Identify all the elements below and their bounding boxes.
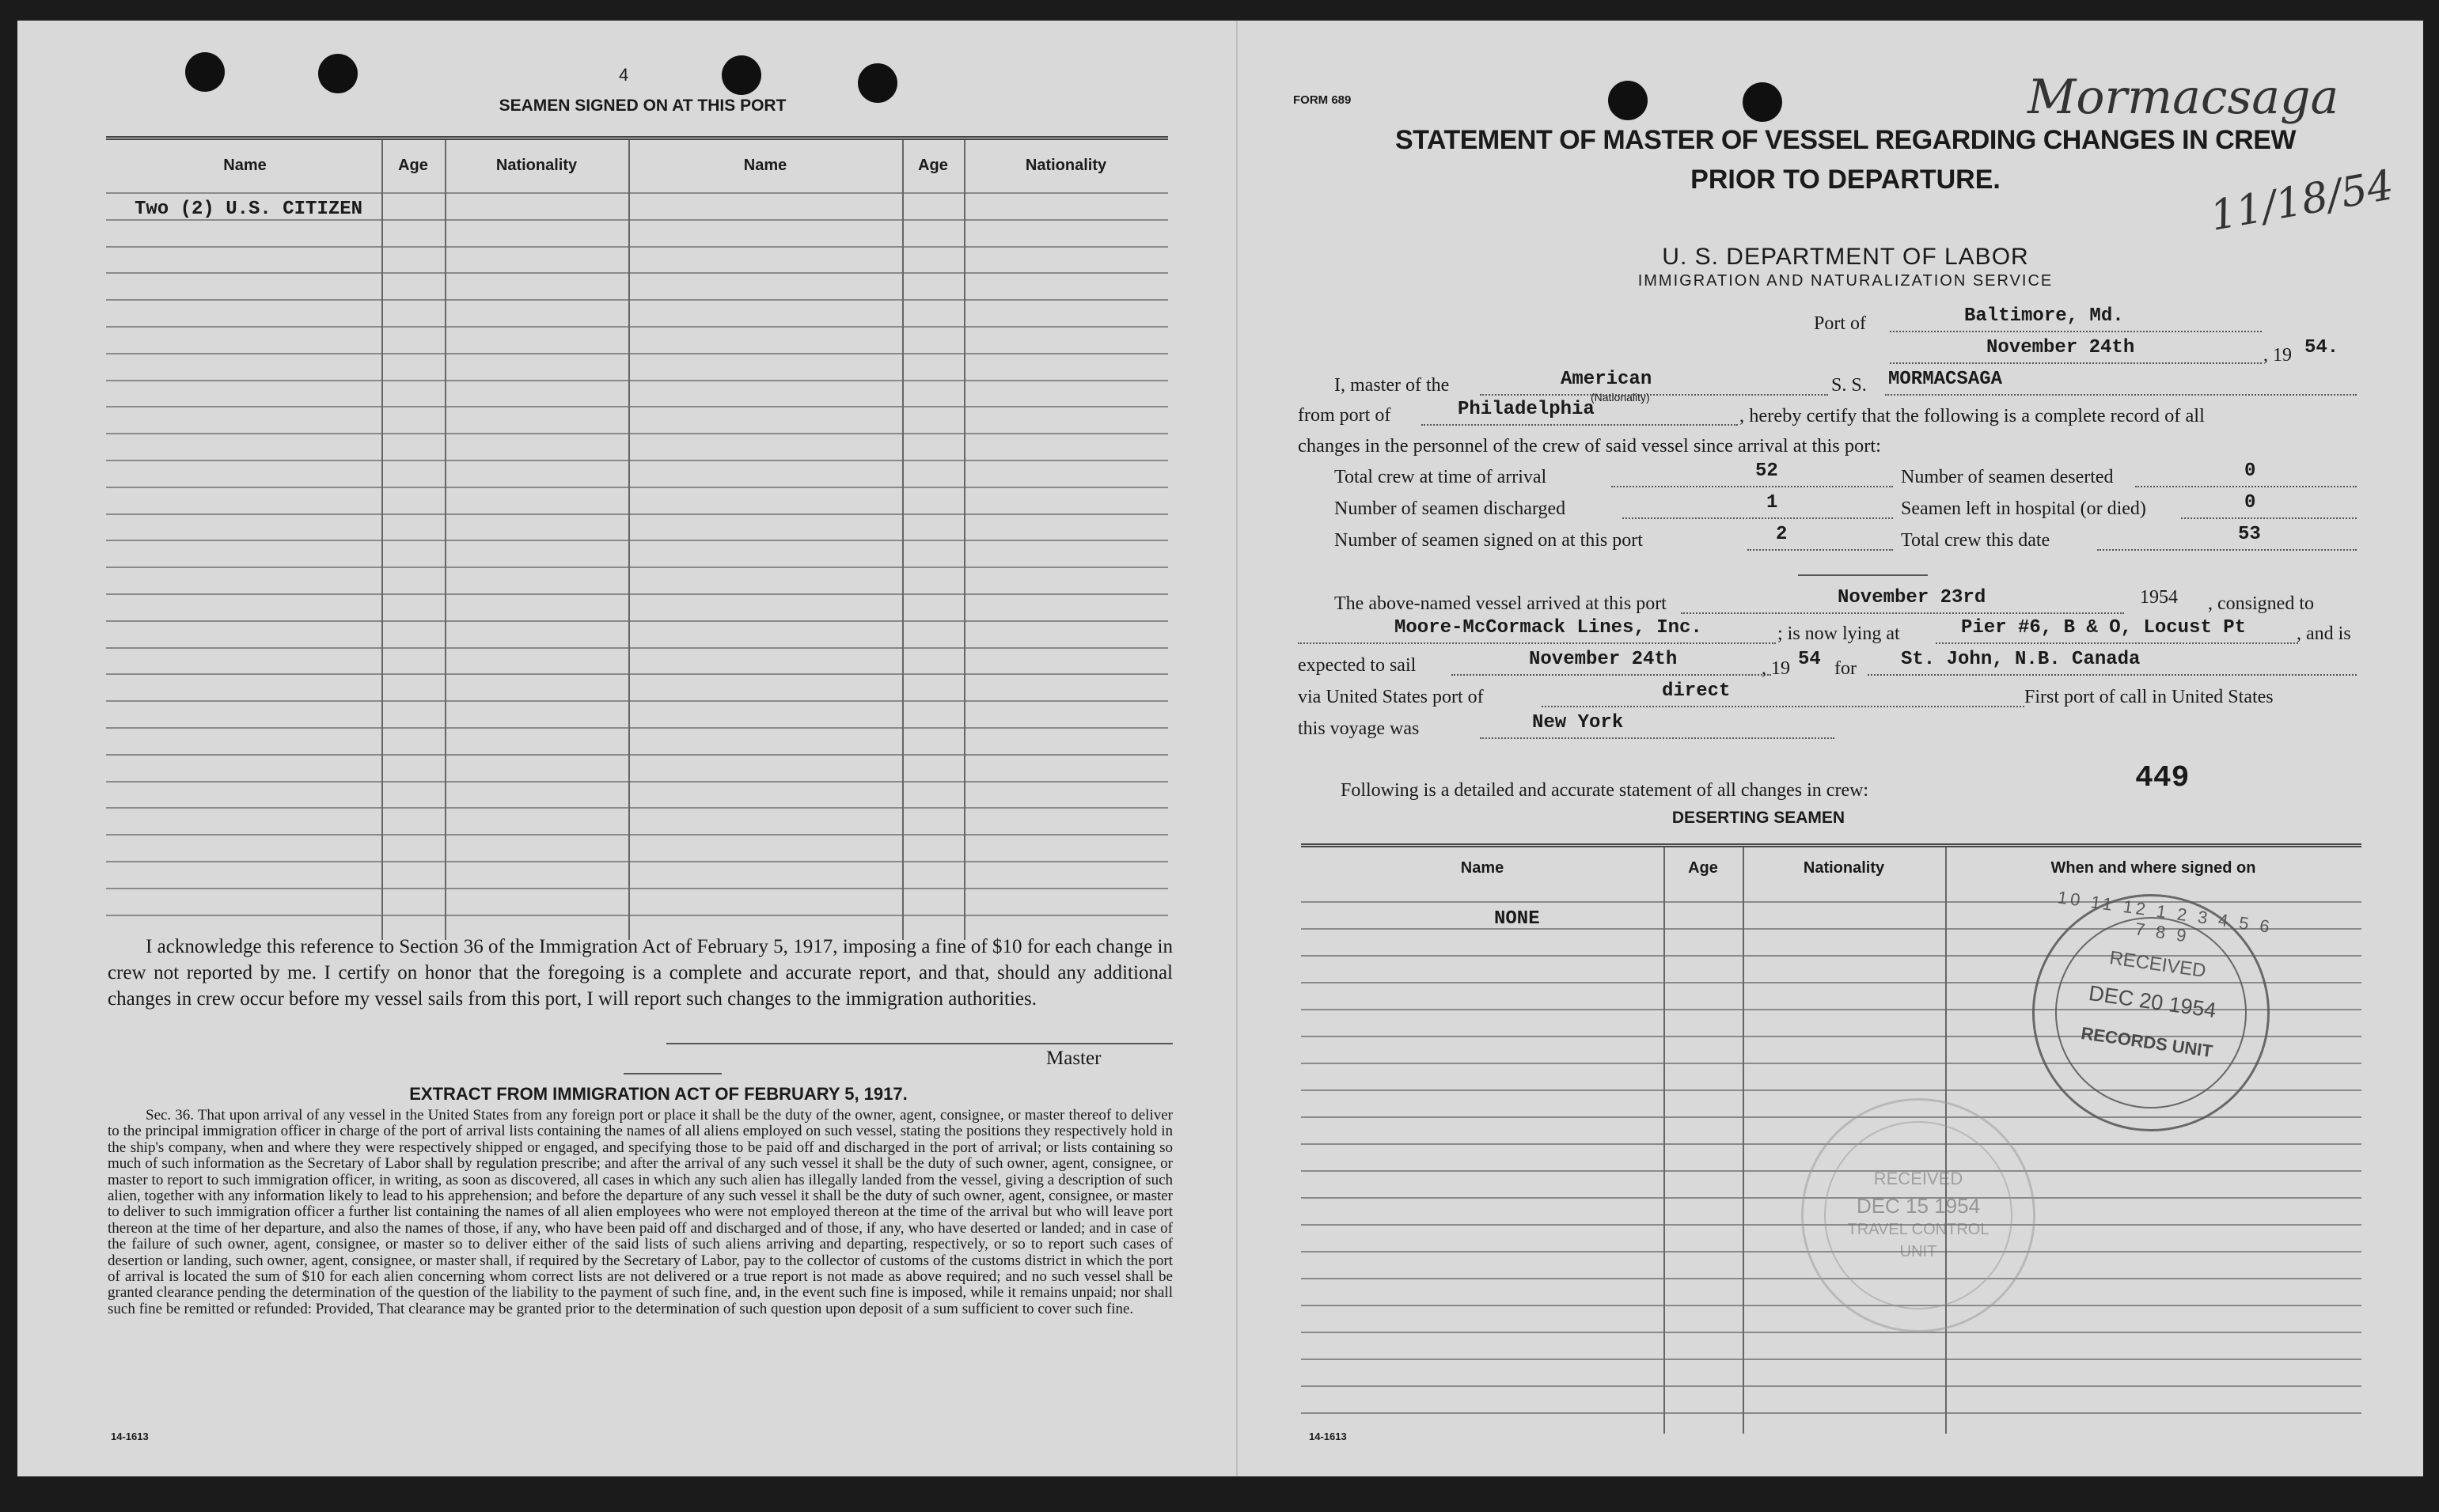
table-rule — [1301, 1385, 2361, 1387]
column-header: When and where signed on — [2050, 859, 2256, 877]
stamp-date: DEC 15 1954 — [1856, 1194, 1981, 1218]
sail-year-prefix: , 19 — [1762, 658, 1790, 679]
file-number: 449 — [2135, 761, 2190, 795]
hospital-label: Seamen left in hospital (or died) — [1901, 498, 2146, 519]
punch-hole — [1743, 82, 1782, 122]
deserted-line — [2135, 486, 2357, 487]
column-header: Age — [398, 157, 428, 174]
table-rule — [106, 647, 1168, 649]
arrived-date: November 23rd — [1838, 587, 1986, 608]
stamp-unit: UNIT — [1899, 1243, 1937, 1260]
divider — [624, 1073, 722, 1074]
arrived-year: 1954 — [2140, 587, 2178, 608]
table-column-rule — [902, 140, 904, 940]
table-column-rule — [445, 140, 446, 940]
signed-on-heading: SEAMEN SIGNED ON AT THIS PORT — [499, 97, 787, 115]
stamp-received: RECEIVED — [2107, 947, 2208, 983]
ship-name: MORMACSAGA — [1888, 369, 2003, 390]
deserted-label: Number of seamen deserted — [1901, 467, 2114, 487]
table-rule — [106, 673, 1168, 675]
table-rule — [1301, 1412, 2361, 1414]
signed-on-line — [1747, 549, 1893, 551]
discharged-line — [1622, 517, 1893, 519]
column-header: Nationality — [495, 157, 578, 174]
table-column-rule — [1743, 847, 1744, 1434]
date-value: November 24th — [1986, 337, 2135, 358]
acknowledgement-text: I acknowledge this reference to Section 36 of the Immigration Act of February 5, 1917, imposing a fine of $10 for each change in crew not reported by me. I certify on honor that the foregoing is a complete and accurate report, and that, should any additional changes in crew occur before my vessel sails from this port, I will report such changes to the immigration authorities. — [108, 936, 1173, 1010]
via-port-line — [1542, 706, 2024, 707]
table-rule — [106, 861, 1168, 862]
year-prefix: , 19 — [2263, 345, 2292, 366]
signed-on-value: 2 — [1776, 524, 1788, 545]
page-number: 4 — [619, 65, 629, 85]
total-crew-arrival-line — [1611, 486, 1893, 487]
table-rule — [106, 807, 1168, 809]
table-rule — [106, 380, 1168, 381]
table-rule — [106, 540, 1168, 541]
table-column-rule — [381, 140, 383, 940]
form-number: FORM 689 — [1293, 93, 1352, 107]
expected-label: expected to sail — [1298, 655, 1417, 676]
department-name: U. S. DEPARTMENT OF LABOR — [1662, 244, 2029, 270]
from-port-line — [1421, 424, 1738, 426]
table-rule — [106, 353, 1168, 354]
arrived-date-line — [1681, 612, 2124, 614]
column-header: Age — [918, 157, 948, 174]
handwritten-vessel-name: Mormacsaga — [2027, 70, 2339, 125]
discharged-label: Number of seamen discharged — [1334, 498, 1566, 519]
form-code: 14-1613 — [1309, 1431, 1347, 1442]
extract-title: EXTRACT FROM IMMIGRATION ACT OF FEBRUARY 5, 1917. — [409, 1084, 908, 1104]
table-rule — [106, 888, 1168, 889]
total-crew-arrival-label: Total crew at time of arrival — [1334, 467, 1547, 487]
following-text: Following is a detailed and accurate statement of all changes in crew: — [1341, 780, 1869, 801]
table-rule — [106, 915, 1168, 916]
first-port: New York — [1532, 712, 1624, 733]
table-rule — [106, 513, 1168, 515]
sail-year: 54 — [1798, 649, 1821, 670]
stamp-unit: TRAVEL CONTROL — [1847, 1221, 1990, 1238]
table-rule — [1301, 1305, 2361, 1306]
ss-label: S. S. — [1831, 375, 1867, 396]
table-rule — [106, 620, 1168, 622]
column-header: Age — [1688, 859, 1718, 877]
arrived-text: The above-named vessel arrived at this port — [1334, 593, 1667, 614]
form-code: 14-1613 — [111, 1431, 149, 1442]
ship-name-line — [1885, 394, 2357, 396]
form-title: STATEMENT OF MASTER OF VESSEL REGARDING CHANGES IN CREW — [1395, 125, 2296, 155]
destination-line — [1868, 674, 2357, 676]
consignee: Moore-McCormack Lines, Inc. — [1394, 617, 1702, 639]
table-rule — [106, 460, 1168, 461]
punch-hole — [318, 54, 358, 93]
table-rule — [106, 406, 1168, 407]
table-rule — [106, 326, 1168, 328]
lying-at-label: ; is now lying at — [1777, 623, 1900, 644]
table-rule — [106, 192, 1168, 194]
table-rule — [106, 433, 1168, 434]
date-line — [1890, 362, 2262, 364]
deserting-entry: NONE — [1494, 908, 1540, 930]
destination: St. John, N.B. Canada — [1901, 649, 2141, 670]
table-column-rule — [628, 140, 630, 940]
table-rule — [1301, 1359, 2361, 1360]
table-column-rule — [1663, 847, 1665, 1434]
received-travel-control-stamp — [1801, 1098, 2035, 1332]
consigned-to: , consigned to — [2208, 593, 2314, 614]
lying-at-line — [1936, 642, 2298, 644]
via-port: direct — [1662, 680, 1731, 702]
table-rule — [1301, 1332, 2361, 1333]
table-rule — [106, 754, 1168, 756]
signed-on-label: Number of seamen signed on at this port — [1334, 530, 1643, 551]
port-label: Port of — [1814, 313, 1866, 334]
consignee-line — [1298, 642, 1776, 644]
divider — [1798, 574, 1928, 576]
column-header: Nationality — [1803, 859, 1885, 877]
column-header: Nationality — [1025, 157, 1107, 174]
year-value: 54. — [2304, 337, 2339, 358]
page-fold — [1236, 21, 1238, 1476]
stamp-ring-text: 10 11 12 1 2 3 4 5 6 7 8 9 — [2056, 887, 2274, 946]
port-value: Baltimore, Md. — [1964, 305, 2124, 327]
total-this-date-label: Total crew this date — [1901, 530, 2050, 551]
from-port-value: Philadelphia — [1458, 399, 1595, 420]
sail-date: November 24th — [1529, 649, 1678, 670]
signed-on-entry: Two (2) U.S. CITIZEN — [135, 199, 363, 220]
table-rule — [1301, 901, 2361, 903]
form-title-line-2: PRIOR TO DEPARTURE. — [1690, 165, 2001, 195]
stamp-received: RECEIVED — [1873, 1169, 1963, 1188]
table-rule — [106, 593, 1168, 595]
total-crew-arrival-value: 52 — [1755, 460, 1778, 482]
table-rule — [106, 834, 1168, 836]
table-rule — [106, 246, 1168, 248]
nationality-value: American — [1561, 369, 1652, 390]
table-rule — [106, 700, 1168, 702]
deserting-heading: DESERTING SEAMEN — [1671, 809, 1845, 827]
hospital-value: 0 — [2244, 492, 2256, 513]
and-is: , and is — [2297, 623, 2351, 644]
column-header: Name — [743, 157, 787, 174]
this-voyage-label: this voyage was — [1298, 718, 1420, 739]
table-rule — [106, 727, 1168, 729]
certify-text: , hereby certify that the following is a complete record of all — [1739, 405, 2205, 426]
handwritten-date: 11/18/54 — [2206, 161, 2397, 241]
table-rule — [106, 567, 1168, 568]
stamp-date: DEC 20 1954 — [2087, 981, 2218, 1023]
punch-hole — [1608, 81, 1648, 120]
master-label: Master — [1046, 1048, 1102, 1069]
service-name: IMMIGRATION AND NATURALIZATION SERVICE — [1637, 272, 2054, 290]
stamp-unit: RECORDS UNIT — [2080, 1023, 2214, 1062]
lying-at-value: Pier #6, B & O, Locust Pt — [1961, 617, 2247, 639]
for-label: for — [1834, 658, 1857, 679]
table-rule — [106, 299, 1168, 301]
column-header: Name — [223, 157, 267, 174]
first-port-line — [1480, 737, 1834, 739]
certify-text-2: changes in the personnel of the crew of said vessel since arrival at this port: — [1298, 435, 1881, 457]
table-rule — [106, 272, 1168, 274]
total-this-date-value: 53 — [2238, 524, 2261, 545]
punch-hole — [722, 55, 761, 95]
master-of-label: I, master of the — [1334, 375, 1450, 396]
table-rule — [106, 781, 1168, 783]
master-signature-line — [666, 1043, 1173, 1044]
discharged-value: 1 — [1766, 492, 1778, 513]
port-line — [1890, 331, 2262, 332]
signed-on-table — [106, 136, 1168, 940]
via-label: via United States port of — [1298, 687, 1484, 707]
document-sheet — [17, 21, 2423, 1476]
nationality-line — [1480, 394, 1828, 396]
table-rule — [106, 487, 1168, 488]
punch-hole — [185, 52, 225, 92]
first-port-label: First port of call in United States — [2024, 687, 2274, 707]
deserted-value: 0 — [2244, 460, 2256, 482]
sail-date-line — [1451, 674, 1771, 676]
hospital-line — [2181, 517, 2357, 519]
extract-text: Sec. 36. That upon arrival of any vessel in the United States from any foreign port or place it shall be the duty of the owner, agent, consignee, or master thereof to deliver to the principal immigration officer in charge of the port of arrival lists containing the names of all aliens employed on such vessel, stating the positions they respectively hold in the ship's company, when and where they were respectively shipped or engaged, and specifying those to be paid off and discharged in the port of arrival; or lists containing so much of such information as the Secretary of Labor shall by regulation prescribe; and after the arrival of any such vessel it shall be the duty of such owner, agent, consignee, or master to report to such immigration officer, in writing, as soon as discovered, all cases in which any such alien has illegally landed from the vessel, giving a description of such alien, together with any information likely to lead to his apprehension; and before the departure of any such vessel it shall be the duty of such owner, agent, consignee, or master to deliver to such immigration officer a further list containing the names of all alien employees who were not employed thereon at the time of the arrival but who will leave port thereon at the time of her departure, and also the names of those, if any, who have been paid off and discharged and of those, if any, who have deserted or landed; and in case of the failure of such owner, agent, consignee, or master so to deliver either of the said lists of such aliens arriving and departing, respectively, or so to report such cases of desertion or landing, such owner, agent, consignee, or master shall, if required by the Secretary of Labor, pay to the collector of customs of the customs district in which the port of arrival is located the sum of $10 for each alien concerning whom correct lists are not delivered or a true report is not made as above required; and no such vessel shall be granted clearance pending the determination of the question of the liability to the payment of such fine, and, in the event such fine is imposed, while it remains unpaid; nor shall such fine be remitted or refunded: Provided, That clearance may be granted prior to the determination of such question upon deposit of a sum sufficient to cover such fine. — [108, 1107, 1173, 1317]
column-header: Name — [1460, 859, 1504, 877]
from-port-label: from port of — [1298, 405, 1391, 426]
nationality-caption: (Nationality) — [1591, 391, 1650, 404]
total-this-date-line — [2097, 549, 2357, 551]
table-column-rule — [964, 140, 965, 940]
